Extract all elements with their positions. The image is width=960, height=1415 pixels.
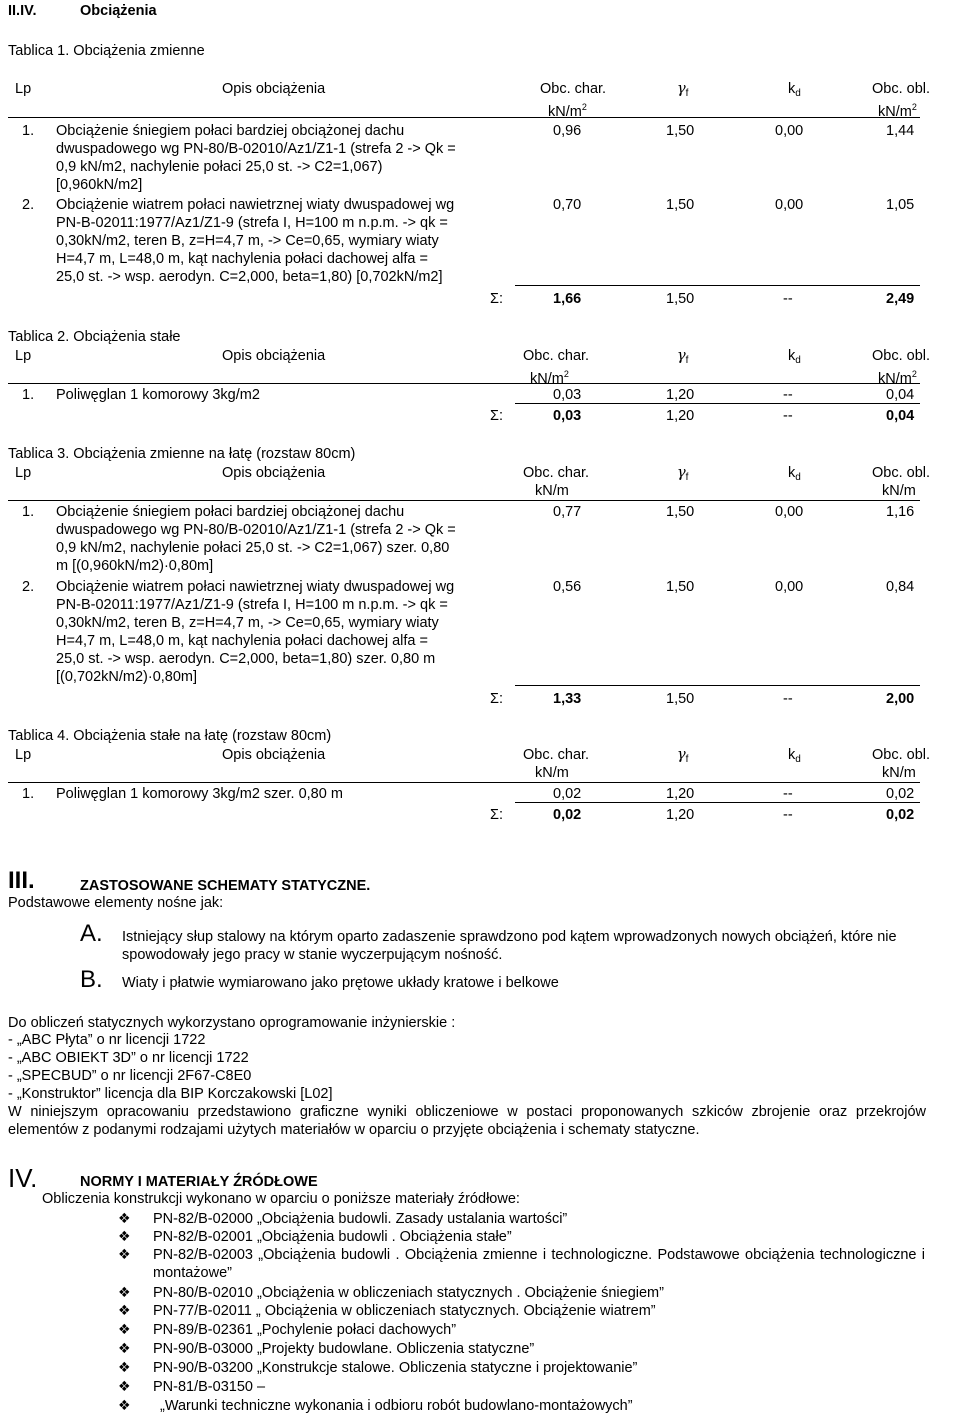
header-lp: Lp [15, 348, 32, 364]
row-lp: 1. [22, 504, 35, 520]
row-desc-line: Obciążenie wiatrem połaci nawietrznej wiaty dwuspadowej wg [56, 579, 455, 595]
bullet-icon: ❖ [118, 1211, 131, 1227]
row-obl: 0,84 [886, 579, 915, 595]
row-lp: 2. [22, 197, 35, 213]
row-desc-line: 0,9 kN/m2, nachylenie połaci 25,0 st. -> C2=1,067) szer. 0,80 [56, 540, 450, 556]
paragraph: W niniejszym opracowaniu przedstawiono graficzne wyniki obliczeniowe w postaci proponowanych szkiców zbrojenie oraz przekrojów elementów z podanymi rodzajami użytych materiałów w oparciu o przyjęte obciążenia i schematy statyczne. [8, 1104, 926, 1138]
row-desc-line: 25,0 st. -> wsp. aerodyn. C=2,000, beta=1,80) [0,702kN/m2] [56, 269, 443, 285]
bullet-icon: ❖ [118, 1229, 131, 1245]
row-obl: 0,02 [886, 786, 915, 802]
sum-gamma: 1,20 [666, 408, 695, 424]
header-opis: Opis obciążenia [222, 465, 326, 481]
list-item: PN-90/B-03000 „Projekty budowlane. Obliczenia statyczne” [153, 1341, 535, 1357]
bullet-icon: ❖ [118, 1285, 131, 1301]
header-gamma: $\gamma_f$ [677, 465, 689, 483]
list-item: „Warunki techniczne wykonania i odbioru robót budowlano-montażowych” [160, 1398, 633, 1414]
section-number: II.IV. [8, 3, 37, 19]
header-kd: $k_d$ [788, 348, 801, 366]
row-obl: 1,16 [886, 504, 915, 520]
sum-char: 0,03 [553, 408, 582, 424]
item-text: Istniejący słup stalowy na którym oparto zadaszenie sprawdzono pod kątem wprowadzonych nowych obciążeń, które nie spowodowały jego pracy w stanie wyczerpującym nośność. [122, 929, 897, 963]
sum-char: 1,33 [553, 691, 582, 707]
sum-char: 0,02 [553, 807, 582, 823]
table2-title: Tablica 2. Obciążenia stałe [8, 329, 181, 345]
bullet-icon: ❖ [118, 1341, 131, 1357]
software-item: - „Konstruktor” licencja dla BIP Korczakowski [L02] [8, 1086, 333, 1102]
row-kd: -- [783, 387, 793, 403]
divider [515, 403, 920, 404]
sum-obl: 0,02 [886, 807, 915, 823]
row-desc-line: m [(0,960kN/m2)·0,80m] [56, 558, 214, 574]
row-lp: 2. [22, 579, 35, 595]
section-number: III. [8, 867, 35, 894]
divider [8, 383, 920, 384]
row-lp: 1. [22, 786, 35, 802]
header-obc-char: Obc. char. [540, 81, 607, 97]
row-gamma: 1,50 [666, 579, 695, 595]
sum-label: Σ: [490, 408, 503, 424]
list-item: PN-80/B-02010 „Obciążenia w obliczeniach statycznych . Obciążenie śniegiem” [153, 1285, 664, 1301]
header-obc-obl: Obc. obl. [872, 465, 931, 481]
row-desc-line: PN-B-02011:1977/Az1/Z1-9 (strefa I, H=100 m n.p.m. -> qk = [56, 597, 448, 613]
header-opis: Opis obciążenia [222, 81, 326, 97]
header-obc-obl: Obc. obl. [872, 81, 931, 97]
row-desc-line: 0,9 kN/m2, nachylenie połaci 25,0 st. -> C2=1,067) [56, 159, 383, 175]
row-kd: -- [783, 786, 793, 802]
header-gamma: $\gamma_f$ [677, 81, 689, 99]
header-kd: $k_d$ [788, 81, 801, 99]
row-desc-line: Obciążenie wiatrem połaci nawietrznej wiaty dwuspadowej wg [56, 197, 455, 213]
header-obc-char: Obc. char. [523, 747, 590, 763]
sum-obl: 2,49 [886, 291, 915, 307]
header-opis: Opis obciążenia [222, 747, 326, 763]
header-lp: Lp [15, 81, 32, 97]
bullet-icon: ❖ [118, 1303, 131, 1319]
row-desc-line: dwuspadowego wg PN-80/B-02010/Az1/Z1-1 (strefa 2 -> Qk = [56, 141, 456, 157]
header-gamma: $\gamma_f$ [677, 747, 689, 765]
header-unit: kN/m [535, 483, 569, 499]
list-item: PN-81/B-03150 – [153, 1379, 266, 1395]
section-intro: Obliczenia konstrukcji wykonano w oparciu o poniższe materiały źródłowe: [42, 1191, 520, 1207]
row-desc-line: Obciążenie śniegiem połaci bardziej obciążonej dachu [56, 123, 405, 139]
row-lp: 1. [22, 123, 35, 139]
list-item: PN-82/B-02001 „Obciążenia budowli . Obciążenia stałe” [153, 1229, 512, 1245]
row-gamma: 1,50 [666, 123, 695, 139]
header-unit: kN/m [535, 765, 569, 781]
row-obl: 0,04 [886, 387, 915, 403]
sum-obl: 2,00 [886, 691, 915, 707]
row-desc-line: [(0,702kN/m2)·0,80m] [56, 669, 198, 685]
header-obc-obl: Obc. obl. [872, 747, 931, 763]
list-item: PN-82/B-02000 „Obciążenia budowli. Zasady ustalania wartości” [153, 1211, 568, 1227]
divider [8, 500, 920, 501]
sum-kd: -- [783, 691, 793, 707]
bullet-icon: ❖ [118, 1398, 131, 1414]
row-kd: 0,00 [775, 504, 804, 520]
row-char: 0,96 [553, 123, 582, 139]
section-title: Obciążenia [80, 3, 157, 19]
row-desc: Poliwęglan 1 komorowy 3kg/m2 szer. 0,80 m [56, 786, 343, 802]
row-desc: Poliwęglan 1 komorowy 3kg/m2 [56, 387, 260, 403]
header-gamma: $\gamma_f$ [677, 348, 689, 366]
row-char: 0,03 [553, 387, 582, 403]
software-item: - „SPECBUD” o nr licencji 2F67-C8E0 [8, 1068, 252, 1084]
divider [8, 782, 920, 783]
row-desc-line: 25,0 st. -> wsp. aerodyn. C=2,000, beta=1,80) szer. 0,80 m [56, 651, 436, 667]
row-char: 0,70 [553, 197, 582, 213]
header-unit: $kN/m^2$ [530, 369, 569, 387]
item-text: Wiaty i płatwie wymiarowano jako prętowe układy kratowe i belkowe [122, 975, 559, 991]
row-lp: 1. [22, 387, 35, 403]
sum-char: 1,66 [553, 291, 582, 307]
header-lp: Lp [15, 465, 32, 481]
header-opis: Opis obciążenia [222, 348, 326, 364]
bullet-icon: ❖ [118, 1247, 131, 1263]
list-item: PN-82/B-02003 „Obciążenia budowli . Obciążenia zmienne i technologiczne. Podstawowe obciążenia technologiczne i montażowe” [153, 1247, 925, 1281]
sum-label: Σ: [490, 807, 503, 823]
header-obc-obl: Obc. obl. [872, 348, 931, 364]
row-char: 0,02 [553, 786, 582, 802]
row-desc-line: [0,960kN/m2] [56, 177, 143, 193]
bullet-icon: ❖ [118, 1322, 131, 1338]
row-char: 0,56 [553, 579, 582, 595]
section-title: NORMY I MATERIAŁY ŹRÓDŁOWE [80, 1174, 318, 1190]
header-obc-char: Obc. char. [523, 348, 590, 364]
table1-title: Tablica 1. Obciążenia zmienne [8, 43, 205, 59]
section-title: ZASTOSOWANE SCHEMATY STATYCZNE. [80, 878, 371, 894]
row-desc-line: PN-B-02011:1977/Az1/Z1-9 (strefa I, H=100 m n.p.m. -> qk = [56, 215, 448, 231]
row-kd: 0,00 [775, 579, 804, 595]
section-intro: Podstawowe elementy nośne jak: [8, 895, 224, 911]
header-unit: kN/m [882, 483, 916, 499]
row-desc-line: H=4,7 m, L=48,0 m, kąt nachylenia połaci dachowej alfa = [56, 633, 428, 649]
table4-title: Tablica 4. Obciążenia stałe na łatę (rozstaw 80cm) [8, 728, 332, 744]
row-kd: 0,00 [775, 123, 804, 139]
sum-obl: 0,04 [886, 408, 915, 424]
row-kd: 0,00 [775, 197, 804, 213]
header-unit: $kN/m^2$ [878, 102, 917, 120]
row-desc-line: Obciążenie śniegiem połaci bardziej obciążonej dachu [56, 504, 405, 520]
software-intro: Do obliczeń statycznych wykorzystano oprogramowanie inżynierskie : [8, 1015, 456, 1031]
header-lp: Lp [15, 747, 32, 763]
divider [515, 802, 920, 803]
row-obl: 1,44 [886, 123, 915, 139]
sum-gamma: 1,50 [666, 691, 695, 707]
bullet-icon: ❖ [118, 1379, 131, 1395]
list-item: PN-90/B-03200 „Konstrukcje stalowe. Obliczenia statyczne i projektowanie” [153, 1360, 638, 1376]
software-item: - „ABC OBIEKT 3D” o nr licencji 1722 [8, 1050, 249, 1066]
row-gamma: 1,20 [666, 786, 695, 802]
header-kd: $k_d$ [788, 465, 801, 483]
header-unit: $kN/m^2$ [548, 102, 587, 120]
divider [8, 117, 920, 118]
row-char: 0,77 [553, 504, 582, 520]
header-obc-char: Obc. char. [523, 465, 590, 481]
header-kd: $k_d$ [788, 747, 801, 765]
row-gamma: 1,50 [666, 197, 695, 213]
header-unit: kN/m [882, 765, 916, 781]
divider [515, 685, 920, 686]
row-desc-line: 0,30kN/m2, teren B, z=H=4,7 m, -> Ce=0,65, wymiary wiaty [56, 233, 439, 249]
row-obl: 1,05 [886, 197, 915, 213]
sum-gamma: 1,50 [666, 291, 695, 307]
sum-gamma: 1,20 [666, 807, 695, 823]
bullet-icon: ❖ [118, 1360, 131, 1376]
divider [515, 285, 920, 286]
sum-kd: -- [783, 408, 793, 424]
software-item: - „ABC Płyta” o nr licencji 1722 [8, 1032, 206, 1048]
list-item: PN-89/B-02361 „Pochylenie połaci dachowych” [153, 1322, 457, 1338]
row-desc-line: dwuspadowego wg PN-80/B-02010/Az1/Z1-1 (strefa 2 -> Qk = [56, 522, 456, 538]
sum-label: Σ: [490, 291, 503, 307]
header-unit: $kN/m^2$ [878, 369, 917, 387]
sum-label: Σ: [490, 691, 503, 707]
sum-kd: -- [783, 291, 793, 307]
list-item: PN-77/B-02011 „ Obciążenia w obliczeniach statycznych. Obciążenie wiatrem” [153, 1303, 656, 1319]
row-desc-line: H=4,7 m, L=48,0 m, kąt nachylenia połaci dachowej alfa = [56, 251, 428, 267]
section-number: IV. [8, 1163, 38, 1193]
item-letter: B. [80, 966, 103, 993]
row-gamma: 1,50 [666, 504, 695, 520]
sum-kd: -- [783, 807, 793, 823]
row-desc-line: 0,30kN/m2, teren B, z=H=4,7 m, -> Ce=0,65, wymiary wiaty [56, 615, 439, 631]
item-letter: A. [80, 920, 103, 947]
row-gamma: 1,20 [666, 387, 695, 403]
table3-title: Tablica 3. Obciążenia zmienne na łatę (rozstaw 80cm) [8, 446, 356, 462]
